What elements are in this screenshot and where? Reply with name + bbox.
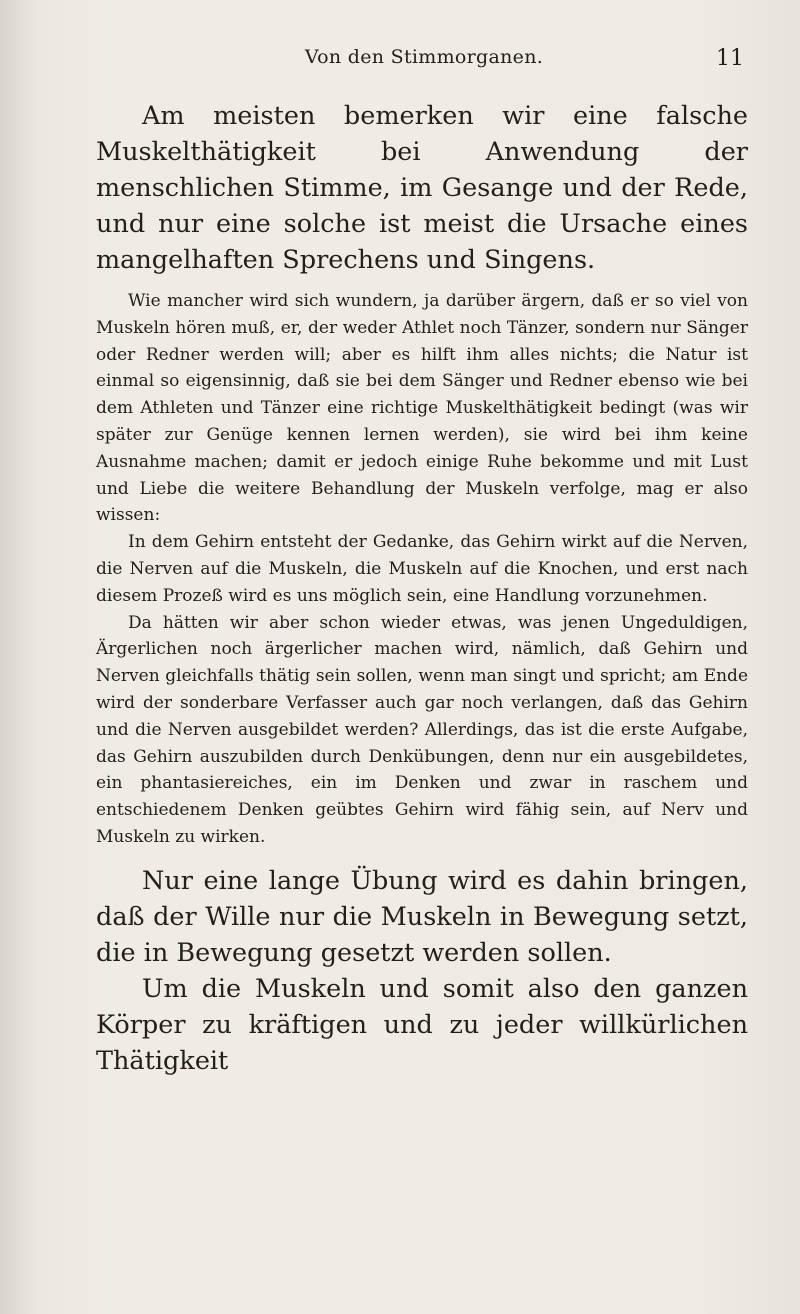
paragraph-training-brain: Da hätten wir aber schon wieder etwas, was jenen Ungeduldigen, Ärgerlichen noch ärgerlicher machen wird, nämlich, daß Gehirn und Nerven gleichfalls thätig sein sollen, wenn man singt und spricht; am Ende wird der sonderbare Verfasser auch gar noch verlangen, daß das Gehirn und die Nerven ausgebildet werden? Allerdings, das ist die erste Aufgabe, das Gehirn auszubilden durch Denkübungen, denn nur ein ausgebildetes, ein phantasiereiches, ein im Denken und zwar in raschem und entschiedenem Denken geübtes Gehirn wird fähig sein, auf Nerv und Muskeln zu wirken.	[96, 612, 748, 847]
page-number: 11	[716, 46, 744, 71]
paragraph-intro: Am meisten bemerken wir eine falsche Muskelthätigkeit bei Anwendung der menschlichen Stimme, im Gesange und der Rede, und nur eine solche ist meist die Ursache eines mangelhaften Sprechens und Singens.	[96, 101, 748, 275]
paragraph-muscles: Wie mancher wird sich wundern, ja darüber ärgern, daß er so viel von Muskeln hören muß, er, der weder Athlet noch Tänzer, sondern nur Sänger oder Redner werden will; aber es hilft ihm alles nichts; die Natur ist einmal so eigensinnig, daß sie bei dem Sänger und Redner ebenso wie bei dem Athleten und Tänzer eine richtige Muskelthätigkeit bedingt (was wir später zur Genüge kennen lernen werden), sie wird bei ihm keine Ausnahme machen; damit er jedoch einige Ruhe bekomme und mit Lust und Liebe die weitere Behandlung der Muskeln verfolge, mag er also wissen:	[96, 291, 748, 526]
page-header	[96, 46, 752, 80]
paragraph-strengthen: Um die Muskeln und somit also den ganzen Körper zu kräftigen und zu jeder willkürlichen Thätigkeit	[96, 973, 748, 1076]
paragraph-practice: Nur eine lange Übung wird es dahin bringen, daß der Wille nur die Muskeln in Bewegung setzt, die in Bewegung gesetzt werden sollen.	[96, 865, 748, 968]
running-head: Von den Stimmorganen.	[304, 46, 544, 68]
body-text	[96, 98, 748, 1079]
paragraph-brain-nerves: In dem Gehirn entsteht der Gedanke, das Gehirn wirkt auf die Nerven, die Nerven auf die Muskeln, die Muskeln auf die Knochen, und erst nach diesem Prozeß wird es uns möglich sein, eine Handlung vorzunehmen.	[96, 532, 748, 606]
